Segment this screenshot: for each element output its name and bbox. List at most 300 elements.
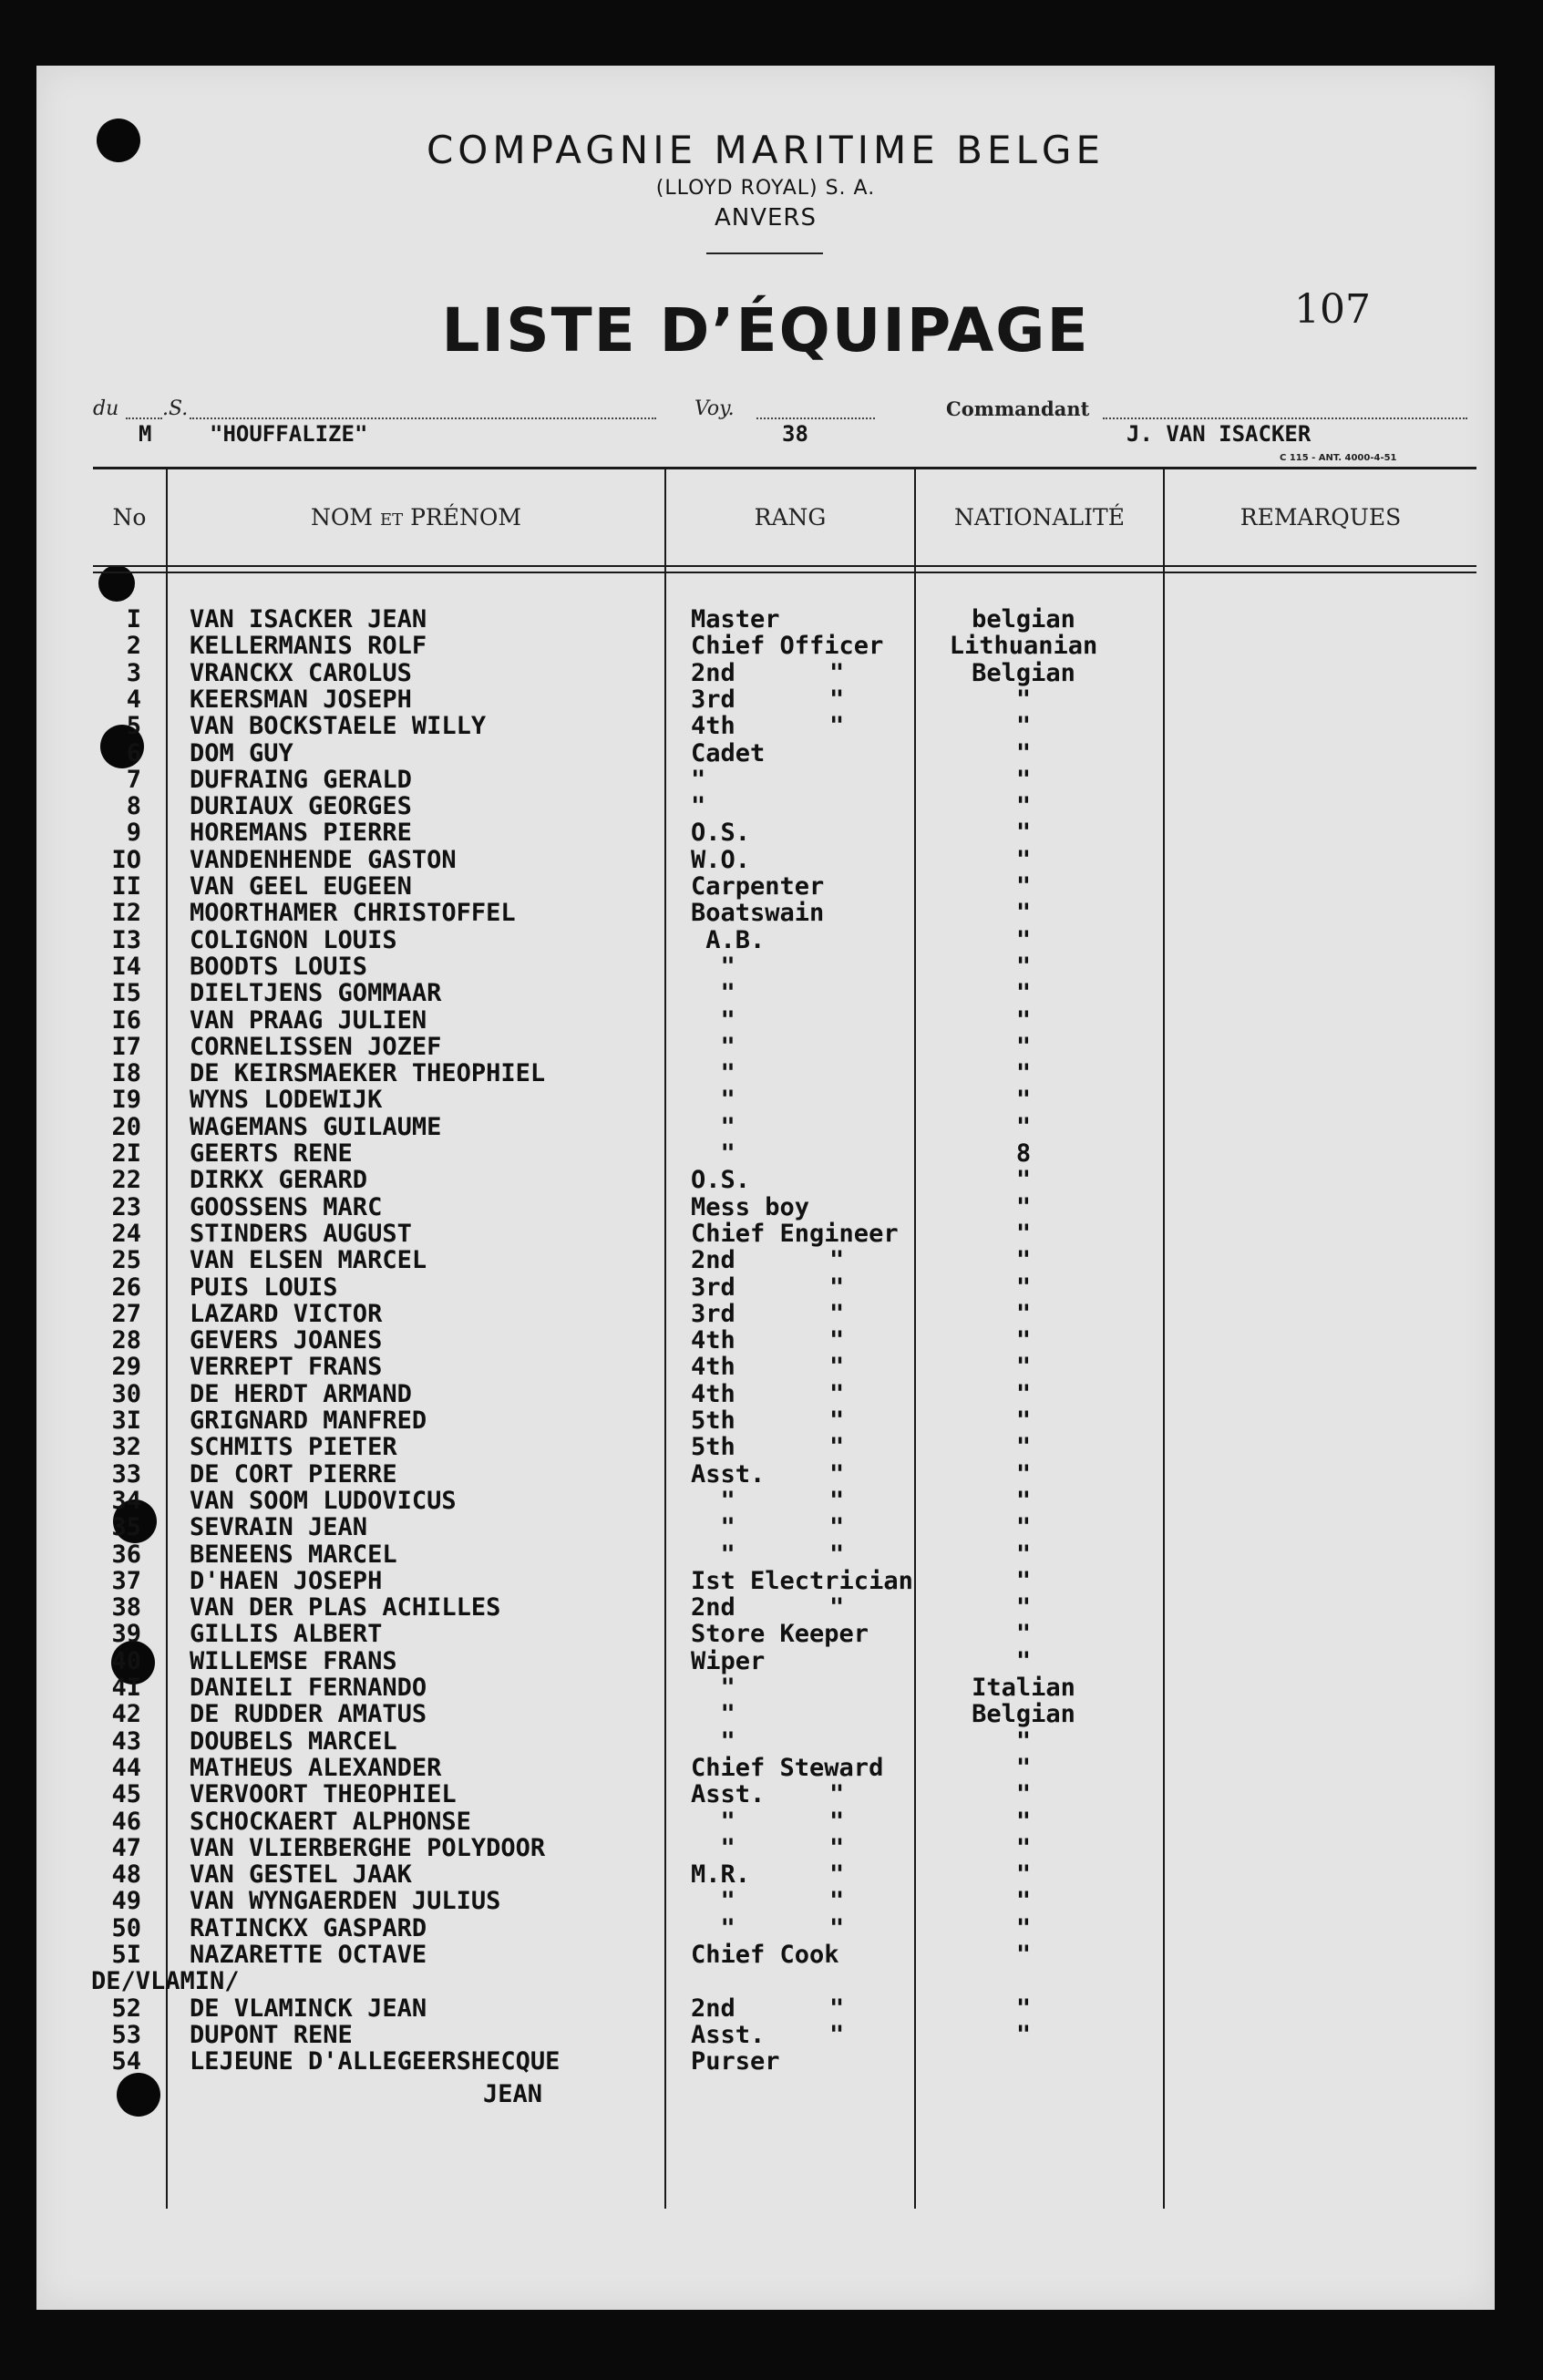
crew-rank: 4th [691, 712, 735, 741]
table-row [36, 1727, 1495, 1755]
table-row [36, 1700, 1495, 1727]
crew-name: VAN VLIERBERGHE POLYDOOR [190, 1833, 546, 1862]
crew-name: HOREMANS PIERRE [190, 819, 412, 848]
crew-nationality: " [1015, 1566, 1032, 1595]
crew-nationality: " [1015, 1486, 1032, 1515]
crew-name: LAZARD VICTOR [190, 1299, 383, 1328]
crew-name: COLIGNON LOUIS [190, 925, 397, 954]
crew-nationality: " [1015, 2020, 1032, 2049]
punch-hole [117, 2073, 160, 2117]
crew-rank: 5th [691, 1406, 735, 1435]
table-row [36, 1193, 1495, 1221]
crew-no: 47 [111, 1833, 141, 1862]
crew-no: 34 [111, 1486, 141, 1515]
crew-rank-ditto: " [829, 685, 845, 714]
crew-no: 38 [111, 1593, 141, 1623]
table-row [36, 659, 1495, 686]
crew-rank: " [691, 1807, 735, 1836]
crew-name: MATHEUS ALEXANDER [190, 1753, 442, 1782]
crew-nationality: " [1015, 899, 1032, 928]
crew-name: VAN DER PLAS ACHILLES [190, 1593, 501, 1623]
crew-nationality: " [1015, 1620, 1032, 1649]
crew-name: DANIELI FERNANDO [190, 1674, 427, 1702]
crew-rank: 5th [691, 1433, 735, 1462]
crew-name: WAGEMANS GUILAUME [190, 1112, 442, 1141]
divider [706, 252, 823, 254]
header-no: No [112, 504, 147, 531]
crew-no: 4I [111, 1674, 141, 1702]
table-row [36, 1380, 1495, 1407]
crew-rank: " [691, 1086, 735, 1115]
crew-no: I3 [111, 925, 141, 954]
table-row [36, 1406, 1495, 1434]
crew-nationality: " [1015, 1059, 1032, 1088]
crew-rank: " [691, 1486, 735, 1515]
table-row [36, 1006, 1495, 1034]
crew-no: 26 [111, 1272, 141, 1302]
voy-label: Voy. [694, 397, 735, 420]
crew-name: LEJEUNE D'ALLEGEERSHECQUE [190, 2047, 561, 2076]
crew-nationality: Belgian [972, 1700, 1075, 1729]
crew-no: IO [111, 845, 141, 874]
crew-name: GILLIS ALBERT [190, 1620, 383, 1649]
header-name [168, 504, 664, 531]
table-row [36, 1433, 1495, 1460]
table-row [36, 1246, 1495, 1273]
crew-rank: A.B. [691, 925, 766, 954]
crew-nationality: " [1015, 1540, 1032, 1569]
crew-no: 49 [111, 1887, 141, 1916]
table-row [36, 1674, 1495, 1701]
table-row [36, 1567, 1495, 1594]
crew-nationality: " [1015, 1433, 1032, 1462]
table-row [36, 1086, 1495, 1113]
table-row [36, 979, 1495, 1006]
crew-nationality: " [1015, 1086, 1032, 1115]
header-bottom-rule [93, 572, 1476, 573]
crew-no: 33 [111, 1459, 141, 1489]
crew-rank: " [691, 1833, 735, 1862]
crew-name: STINDERS AUGUST [190, 1219, 412, 1248]
crew-name: VAN SOOM LUDOVICUS [190, 1486, 457, 1515]
crew-rank: " [691, 1887, 735, 1916]
header-name-et: ET [379, 510, 404, 530]
table-row [36, 846, 1495, 873]
crew-nationality: " [1015, 1913, 1032, 1942]
crew-no: 2I [111, 1139, 141, 1168]
crew-name: VAN PRAAG JULIEN [190, 1005, 427, 1035]
crew-rank-ditto: " [829, 1353, 845, 1382]
crew-rank-ditto: " [829, 1913, 845, 1942]
table-row [36, 953, 1495, 980]
crew-name: DE/VLAMIN/ [91, 1967, 240, 1996]
crew-rank: Asst. [691, 1780, 766, 1809]
crew-nationality: " [1015, 1593, 1032, 1623]
crew-rank: Asst. [691, 1459, 766, 1489]
crew-name: DOUBELS MARCEL [190, 1726, 397, 1756]
table-row [36, 1887, 1495, 1914]
crew-nationality: " [1015, 792, 1032, 821]
du-label: du [93, 397, 119, 420]
crew-nationality: " [1015, 1246, 1032, 1275]
crew-name: DURIAUX GEORGES [190, 792, 412, 821]
crew-rank-ditto: " [829, 658, 845, 687]
crew-nationality: " [1015, 1272, 1032, 1302]
crew-no: 3 [126, 658, 141, 687]
crew-rank: " [691, 979, 735, 1008]
crew-nationality: " [1015, 1807, 1032, 1836]
punch-hole [98, 565, 135, 602]
table-row [36, 1914, 1495, 1942]
crew-no: 29 [111, 1353, 141, 1382]
crew-rank: M.R. [691, 1860, 751, 1890]
crew-no: 54 [111, 2047, 141, 2076]
crew-name: SEVRAIN JEAN [190, 1513, 368, 1542]
crew-name: DE RUDDER AMATUS [190, 1700, 427, 1729]
crew-nationality: Lithuanian [949, 632, 1098, 661]
crew-no: 9 [126, 819, 141, 848]
crew-no: 32 [111, 1433, 141, 1462]
table-row [36, 1460, 1495, 1488]
crew-nationality: " [1015, 1032, 1032, 1061]
header-bottom-rule [93, 565, 1476, 567]
crew-rank-ditto: " [829, 1593, 845, 1623]
crew-name: VERVOORT THEOPHIEL [190, 1780, 457, 1809]
table-row [36, 1860, 1495, 1888]
crew-nationality: belgian [972, 605, 1075, 634]
crew-nationality: Italian [972, 1674, 1075, 1702]
crew-rank: " [691, 1726, 735, 1756]
crew-rank-ditto: " [829, 1459, 845, 1489]
crew-nationality: " [1015, 685, 1032, 714]
crew-no: 35 [111, 1513, 141, 1542]
crew-no: 46 [111, 1807, 141, 1836]
crew-nationality: " [1015, 1887, 1032, 1916]
crew-nationality: " [1015, 1166, 1032, 1195]
crew-nationality: " [1015, 1326, 1032, 1355]
company-name: COMPAGNIE MARITIME BELGE [426, 128, 1106, 172]
crew-no: 23 [111, 1192, 141, 1221]
crew-rank: Wiper [691, 1646, 766, 1675]
crew-rank-ditto: " [829, 1807, 845, 1836]
crew-rank-ditto: " [829, 1887, 845, 1916]
crew-nationality: " [1015, 1459, 1032, 1489]
crew-rank-ditto: " [829, 1780, 845, 1809]
crew-rank: " [691, 1674, 735, 1702]
form-reference: C 115 - ANT. 4000-4-51 [1280, 453, 1397, 463]
table-row [36, 1593, 1495, 1621]
crew-rank: 3rd [691, 1299, 735, 1328]
crew-rank: Cadet [691, 738, 766, 768]
crew-name: VAN ELSEN MARCEL [190, 1246, 427, 1275]
crew-no: II [111, 872, 141, 901]
table-row [36, 766, 1495, 793]
crew-nationality: " [1015, 1192, 1032, 1221]
crew-name: GRIGNARD MANFRED [190, 1406, 427, 1435]
crew-nationality: " [1015, 1646, 1032, 1675]
crew-rank: 3rd [691, 685, 735, 714]
crew-nationality: " [1015, 1379, 1032, 1408]
crew-no: 2 [126, 632, 141, 661]
crew-nationality: " [1015, 1860, 1032, 1890]
table-row [36, 1353, 1495, 1380]
document-page [36, 66, 1495, 2310]
crew-name: DIRKX GERARD [190, 1166, 368, 1195]
company-subtitle: (LLOYD ROYAL) S. A. [655, 177, 876, 200]
crew-nationality: " [1015, 1833, 1032, 1862]
crew-name: SCHOCKAERT ALPHONSE [190, 1807, 471, 1836]
crew-no: 27 [111, 1299, 141, 1328]
crew-rank: " [691, 1540, 735, 1569]
crew-no: I5 [111, 979, 141, 1008]
crew-nationality: " [1015, 1941, 1032, 1969]
crew-rank: Asst. [691, 2020, 766, 2049]
crew-rank: " [691, 792, 706, 821]
crew-rank: " [691, 765, 706, 794]
crew-name: PUIS LOUIS [190, 1272, 338, 1302]
crew-name: D'HAEN JOSEPH [190, 1566, 383, 1595]
crew-rank: Carpenter [691, 872, 825, 901]
crew-name: VAN GEEL EUGEEN [190, 872, 412, 901]
crew-no: I8 [111, 1059, 141, 1088]
header-name-nom: NOM [311, 504, 374, 531]
crew-nationality: " [1015, 1726, 1032, 1756]
crew-rank: Mess boy [691, 1192, 810, 1221]
commandant-label: Commandant [946, 397, 1090, 420]
crew-no: 39 [111, 1620, 141, 1649]
crew-nationality: " [1015, 1299, 1032, 1328]
crew-name: VAN WYNGAERDEN JULIUS [190, 1887, 501, 1916]
crew-name: SCHMITS PIETER [190, 1433, 397, 1462]
table-row [36, 2021, 1495, 2048]
crew-name: BOODTS LOUIS [190, 952, 368, 981]
crew-name: GEERTS RENE [190, 1139, 353, 1168]
crew-no: 42 [111, 1700, 141, 1729]
crew-name: GEVERS JOANES [190, 1326, 383, 1355]
crew-no: 20 [111, 1112, 141, 1141]
crew-no: 48 [111, 1860, 141, 1890]
crew-name: VERREPT FRANS [190, 1353, 383, 1382]
crew-rank: Store Keeper [691, 1620, 869, 1649]
crew-no: 40 [111, 1646, 141, 1675]
table-row [36, 1620, 1495, 1647]
table-row [36, 1513, 1495, 1540]
crew-rank: Ist Electrician [691, 1566, 913, 1595]
crew-nationality: " [1015, 712, 1032, 741]
crew-rank: 3rd [691, 1272, 735, 1302]
crew-name: NAZARETTE OCTAVE [190, 1941, 427, 1969]
crew-name: VRANCKX CAROLUS [190, 658, 412, 687]
crew-rank: " [691, 1059, 735, 1088]
table-row [36, 1487, 1495, 1514]
commandant-name: J. VAN ISACKER [1126, 421, 1312, 447]
crew-name: VANDENHENDE GASTON [190, 845, 457, 874]
table-row [36, 819, 1495, 846]
crew-name: WYNS LODEWIJK [190, 1086, 383, 1115]
crew-rank-ditto: " [829, 1379, 845, 1408]
crew-rank: O.S. [691, 1166, 751, 1195]
crew-rank: 4th [691, 1379, 735, 1408]
crew-name: MOORTHAMER CHRISTOFFEL [190, 899, 516, 928]
crew-rank: " [691, 952, 735, 981]
table-row [36, 1273, 1495, 1301]
crew-rank: " [691, 1913, 735, 1942]
crew-no: I2 [111, 899, 141, 928]
table-row [36, 1033, 1495, 1060]
header-remarks: REMARQUES [1240, 504, 1402, 531]
crew-no: 30 [111, 1379, 141, 1408]
crew-rank: Chief Steward [691, 1753, 884, 1782]
du-dots [126, 417, 162, 419]
crew-rank: 2nd [691, 1593, 735, 1623]
table-row [36, 1113, 1495, 1140]
crew-no: 5 [126, 712, 141, 741]
crew-rank: 2nd [691, 1994, 735, 2023]
crew-nationality: " [1015, 1112, 1032, 1141]
header-nationality: NATIONALITÉ [954, 504, 1125, 531]
table-row [36, 1967, 1495, 1994]
document-number: 107 [1294, 286, 1371, 333]
table-row [36, 632, 1495, 659]
crew-rank-ditto: " [829, 1246, 845, 1275]
crew-no: 8 [126, 792, 141, 821]
crew-no: 45 [111, 1780, 141, 1809]
table-row [36, 872, 1495, 900]
crew-name: CORNELISSEN JOZEF [190, 1032, 442, 1061]
s-label: .S. [162, 397, 189, 420]
crew-rank: O.S. [691, 819, 751, 848]
crew-no: 43 [111, 1726, 141, 1756]
crew-rank: 2nd [691, 658, 735, 687]
crew-nationality: " [1015, 1406, 1032, 1435]
crew-rank: " [691, 1005, 735, 1035]
crew-rank-ditto: " [829, 1860, 845, 1890]
crew-nationality: " [1015, 819, 1032, 848]
table-row [36, 926, 1495, 953]
crew-rank: Chief Officer [691, 632, 884, 661]
crew-rank: " [691, 1112, 735, 1141]
ship-dots [190, 417, 656, 419]
table-row [36, 605, 1495, 633]
crew-name: DIELTJENS GOMMAAR [190, 979, 442, 1008]
crew-name: KELLERMANIS ROLF [190, 632, 427, 661]
crew-name: RATINCKX GASPARD [190, 1913, 427, 1942]
voyage-number: 38 [782, 421, 808, 447]
crew-nationality: " [1015, 845, 1032, 874]
crew-nationality: " [1015, 1353, 1032, 1382]
commandant-dots [1103, 417, 1467, 419]
crew-rank-ditto: " [829, 1406, 845, 1435]
crew-no: I6 [111, 1005, 141, 1035]
crew-nationality: " [1015, 738, 1032, 768]
table-row [36, 2047, 1495, 2075]
crew-name: DE VLAMINCK JEAN [190, 1994, 427, 2023]
table-row [36, 739, 1495, 767]
crew-rank-ditto: " [829, 1540, 845, 1569]
crew-rank: W.O. [691, 845, 751, 874]
crew-name: DOM GUY [190, 738, 293, 768]
table-row [36, 1540, 1495, 1568]
crew-nationality: 8 [1015, 1139, 1032, 1168]
crew-rank: " [691, 1513, 735, 1542]
crew-nationality: " [1015, 1513, 1032, 1542]
crew-no: 53 [111, 2020, 141, 2049]
crew-nationality: " [1015, 1005, 1032, 1035]
crew-no: 52 [111, 1994, 141, 2023]
header-rank: RANG [754, 504, 827, 531]
crew-no: 3I [111, 1406, 141, 1435]
crew-no: 6 [126, 738, 141, 768]
crew-no: I9 [111, 1086, 141, 1115]
table-row [36, 899, 1495, 926]
crew-rank: 4th [691, 1353, 735, 1382]
crew-nationality: " [1015, 1780, 1032, 1809]
crew-no: 4 [126, 685, 141, 714]
crew-nationality: " [1015, 765, 1032, 794]
crew-rank-ditto: " [829, 1272, 845, 1302]
crew-no: 50 [111, 1913, 141, 1942]
table-row [36, 792, 1495, 819]
crew-nationality: " [1015, 1219, 1032, 1248]
crew-name: KEERSMAN JOSEPH [190, 685, 412, 714]
page-title: LISTE D’ÉQUIPAGE [441, 295, 1090, 366]
crew-nationality: " [1015, 979, 1032, 1008]
crew-nationality: " [1015, 1994, 1032, 2023]
table-row [36, 1220, 1495, 1247]
crew-rank-ditto: " [829, 1486, 845, 1515]
crew-no: 36 [111, 1540, 141, 1569]
crew-rank-ditto: " [829, 1299, 845, 1328]
table-top-rule [93, 467, 1476, 469]
crew-no: 28 [111, 1326, 141, 1355]
crew-nationality: " [1015, 925, 1032, 954]
name-continuation: JEAN [483, 2080, 543, 2108]
crew-rank: Purser [691, 2047, 780, 2076]
crew-rank: Master [691, 605, 780, 634]
crew-rank: " [691, 1700, 735, 1729]
crew-rank: 4th [691, 1326, 735, 1355]
crew-name: DE HERDT ARMAND [190, 1379, 412, 1408]
table-row [36, 1326, 1495, 1354]
crew-no: 25 [111, 1246, 141, 1275]
ship-name: "HOUFFALIZE" [210, 421, 368, 447]
crew-nationality: " [1015, 952, 1032, 981]
table-row [36, 1780, 1495, 1808]
table-row [36, 1166, 1495, 1193]
crew-no: 7 [126, 765, 141, 794]
crew-no: 22 [111, 1166, 141, 1195]
crew-rank-ditto: " [829, 1326, 845, 1355]
crew-no: 37 [111, 1566, 141, 1595]
crew-name: VAN BOCKSTAELE WILLY [190, 712, 487, 741]
crew-rank-ditto: " [829, 1833, 845, 1862]
crew-rank-ditto: " [829, 1513, 845, 1542]
header-name-prenom: PRÉNOM [410, 504, 521, 531]
crew-no: 5I [111, 1941, 141, 1969]
crew-rank-ditto: " [829, 712, 845, 741]
crew-name: DE CORT PIERRE [190, 1459, 397, 1489]
crew-rank-ditto: " [829, 2020, 845, 2049]
table-row [36, 1647, 1495, 1674]
crew-name: DE KEIRSMAEKER THEOPHIEL [190, 1059, 546, 1088]
crew-name: DUPONT RENE [190, 2020, 353, 2049]
crew-nationality: " [1015, 1753, 1032, 1782]
crew-rank: Chief Cook [691, 1941, 839, 1969]
table-row [36, 1059, 1495, 1087]
crew-rank-ditto: " [829, 1433, 845, 1462]
crew-rank: " [691, 1032, 735, 1061]
table-row [36, 685, 1495, 713]
